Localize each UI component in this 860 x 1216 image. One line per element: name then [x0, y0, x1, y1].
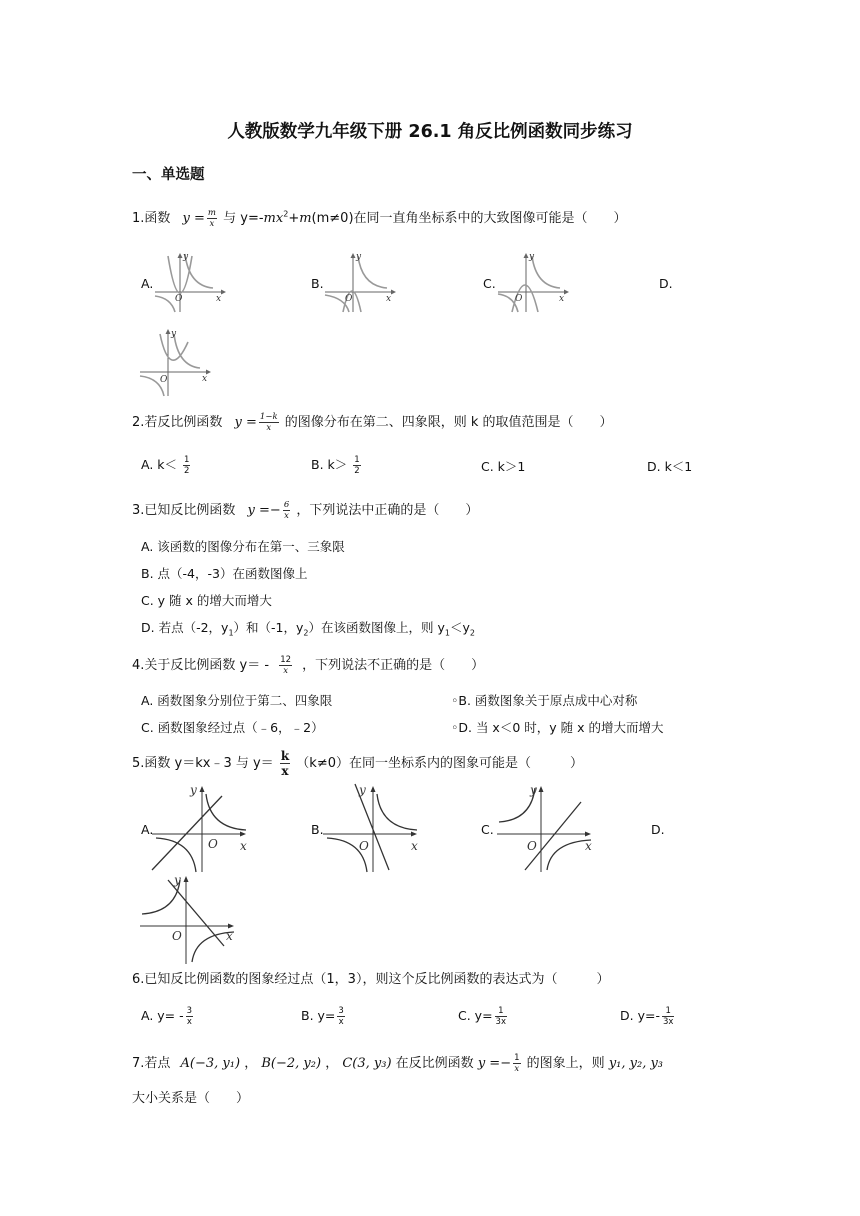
- q1a-y: y: [183, 252, 189, 262]
- q4-option-a[interactable]: A. 函数图象分别位于第二、四象限: [141, 693, 333, 708]
- q7-fn: y =−: [477, 1056, 512, 1071]
- q6-option-b[interactable]: [301, 1006, 347, 1027]
- q1-sup: 2: [283, 209, 289, 219]
- q7-point-a: A(−3, y₁): [180, 1056, 241, 1071]
- q3-option-d[interactable]: [141, 618, 475, 638]
- q2-option-a[interactable]: [141, 455, 192, 476]
- q5-suffix: （k≠0）在同一坐标系内的图象可能是（ ）: [296, 756, 583, 771]
- q7-mid: 在反比例函数: [395, 1056, 474, 1071]
- q1d-o: O: [160, 375, 168, 385]
- q2-option-b-frac: $\frac{1}{2}$: [354, 455, 360, 476]
- q3-d-mid: ）和（-1，y: [233, 620, 304, 635]
- q1d-x: x: [202, 374, 208, 384]
- q5-option-d-label[interactable]: D.: [651, 822, 665, 837]
- q1-graph-d: [140, 326, 215, 396]
- q3-prefix: 3.已知反比例函数: [132, 503, 236, 518]
- q3-suffix: ，下列说法中正确的是（ ）: [296, 503, 479, 518]
- q5-option-b-label[interactable]: B.: [311, 822, 324, 837]
- q3-option-a[interactable]: A. 该函数的图像分布在第一、三象限: [141, 539, 345, 554]
- q1-mid: 与 y=-: [223, 211, 264, 226]
- question-4: [132, 654, 484, 676]
- q1-graph-c: [498, 250, 573, 312]
- q3-fraction: $\frac{6}{x}$: [283, 500, 290, 521]
- q3-d-sub2: 2: [303, 628, 309, 638]
- q1-option-b-label[interactable]: B.: [311, 276, 324, 291]
- q5-option-c-label[interactable]: C.: [481, 822, 494, 837]
- q1-plus: +: [288, 211, 300, 226]
- q6-d-text: D. y=-: [620, 1008, 660, 1023]
- q5d-x: x: [226, 929, 233, 943]
- q3-d-mid2: ）在该函数图像上，则 y: [308, 620, 445, 635]
- q6-option-d[interactable]: [620, 1006, 676, 1027]
- q7-point-c: C(3, y₃): [342, 1056, 392, 1071]
- q4-option-b[interactable]: ◦B. 函数图象关于原点成中心对称: [451, 693, 638, 708]
- q5-graph-c: [497, 782, 597, 872]
- q6-b-text: B. y=: [301, 1008, 336, 1023]
- q6-option-a[interactable]: [141, 1006, 195, 1027]
- q7-tail: 的图象上，则: [526, 1056, 605, 1071]
- q6-d-frac: $\frac{1}{3x}$: [662, 1006, 674, 1027]
- q2-fn: y =: [234, 415, 257, 430]
- question-3: [132, 499, 478, 521]
- q2-fraction: $\frac{1-k}{x}$: [259, 412, 278, 433]
- q6-c-text: C. y=: [458, 1008, 493, 1023]
- q6-a-text: A. y= -: [141, 1008, 184, 1023]
- q7-comma-1: ，: [244, 1056, 258, 1071]
- page-title: 人教版数学九年级下册 26.1 角反比例函数同步练习: [227, 122, 633, 142]
- q3-d-sub3: 1: [444, 628, 450, 638]
- q5-option-a-label[interactable]: A.: [141, 822, 154, 837]
- q3-option-c[interactable]: C. y 随 x 的增大而增大: [141, 593, 272, 608]
- q7-fraction: $\frac{1}{x}$: [514, 1053, 520, 1074]
- q1-option-c-label[interactable]: C.: [483, 276, 496, 291]
- question-6: 6.已知反比例函数的图象经过点（1，3），则这个反比例函数的表达式为（ ）: [132, 972, 610, 987]
- q1c-y: y: [529, 252, 535, 262]
- q5-prefix: 5.函数 y＝kx﹣3 与 y＝: [132, 756, 274, 771]
- question-1: [132, 207, 627, 229]
- q3-fn: y =−: [247, 503, 281, 518]
- q4-fraction: $\frac{12}{x}$: [280, 655, 292, 676]
- question-7-line2: 大小关系是（ ）: [132, 1091, 250, 1106]
- q4-suffix: ，下列说法不正确的是（ ）: [302, 658, 485, 673]
- question-5: [132, 749, 583, 778]
- q5a-o: O: [208, 837, 218, 851]
- q7-comma-2: ，: [325, 1056, 339, 1071]
- q1-mx: mx: [263, 211, 284, 226]
- q5c-x: x: [585, 839, 592, 853]
- q1c-o: O: [515, 294, 523, 304]
- q2-option-b-text: B. k＞: [311, 457, 348, 472]
- q3-option-b[interactable]: B. 点（-4，-3）在函数图像上: [141, 566, 308, 581]
- q1-m: m: [299, 211, 312, 226]
- q5b-x: x: [411, 839, 418, 853]
- q5-graph-b: [323, 782, 423, 872]
- q2-option-c[interactable]: C. k＞1: [481, 459, 526, 474]
- q1a-x: x: [216, 294, 222, 304]
- q1-suffix: (m≠0)在同一直角坐标系中的大致图像可能是（ ）: [311, 211, 627, 226]
- q7-vars: y₁, y₂, y₃: [608, 1056, 664, 1071]
- q2-option-a-text: A. k＜: [141, 457, 178, 472]
- q4-option-d[interactable]: ◦D. 当 x＜0 时，y 随 x 的增大而增大: [451, 720, 664, 735]
- q2-option-b[interactable]: [311, 455, 363, 476]
- q2-option-a-frac: $\frac{1}{2}$: [184, 455, 190, 476]
- q6-b-frac: $\frac{3}{x}$: [338, 1006, 344, 1027]
- q4-prefix: 4.关于反比例函数 y＝ -: [132, 658, 270, 673]
- q5-fraction: $\frac{k}{x}$: [280, 749, 290, 778]
- q1-fn: y =: [182, 211, 205, 226]
- q3-d-sub1: 1: [228, 628, 234, 638]
- q1b-y: y: [356, 252, 362, 262]
- q5d-y: y: [174, 873, 181, 887]
- q7-prefix: 7.若点: [132, 1056, 171, 1071]
- q1-graph-a: [155, 250, 230, 312]
- question-2: [132, 411, 613, 433]
- q1-prefix: 1.函数: [132, 211, 171, 226]
- q5c-y: y: [530, 783, 537, 797]
- q5a-x: x: [240, 839, 247, 853]
- q1-graph-b: [325, 250, 400, 312]
- q1d-y: y: [171, 329, 177, 339]
- q1b-o: O: [345, 294, 353, 304]
- q1a-o: O: [175, 294, 183, 304]
- q1c-x: x: [559, 294, 565, 304]
- q7-point-b: B(−2, y₂): [261, 1056, 322, 1071]
- q6-option-c[interactable]: [458, 1006, 509, 1027]
- q5-graph-d: [140, 872, 240, 964]
- q2-suffix: 的图像分布在第二、四象限，则 k 的取值范围是（ ）: [284, 415, 613, 430]
- q3-d-pre: D. 若点（-2，y: [141, 620, 229, 635]
- q2-prefix: 2.若反比例函数: [132, 415, 223, 430]
- q5c-o: O: [527, 839, 537, 853]
- q1-option-a-label[interactable]: A.: [141, 276, 154, 291]
- q3-d-sub4: 2: [469, 628, 475, 638]
- question-7: [132, 1052, 663, 1074]
- q5b-y: y: [359, 783, 366, 797]
- q1b-x: x: [386, 294, 392, 304]
- q1-option-d-label[interactable]: D.: [659, 276, 673, 291]
- q5d-o: O: [172, 929, 182, 943]
- q4-option-c[interactable]: C. 函数图象经过点（﹣6，﹣2）: [141, 720, 324, 735]
- q5a-y: y: [190, 783, 197, 797]
- q6-c-frac: $\frac{1}{3x}$: [495, 1006, 506, 1027]
- q6-a-frac: $\frac{3}{x}$: [186, 1006, 193, 1027]
- q2-option-d[interactable]: D. k＜1: [647, 459, 693, 474]
- q5-graph-a: [152, 782, 252, 872]
- q3-d-lt: ＜y: [449, 620, 470, 635]
- q5b-o: O: [359, 839, 369, 853]
- section-heading: 一、单选题: [132, 167, 205, 183]
- q1-fraction: $\frac{m}{x}$: [207, 208, 216, 229]
